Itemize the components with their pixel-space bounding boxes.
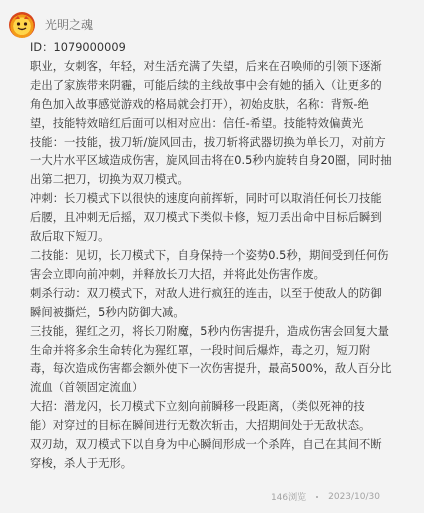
body-line: 三技能，猩红之刃，将长刀附魔，5秒内伤害提升，造成伤害会回复大量 — [30, 324, 389, 338]
body-line: 后腰，且冲刺无后摇，双刀模式下类似卡修，短刀丢出命中目标后瞬到 — [30, 211, 382, 225]
body-line: 双刃劫，双刀模式下以自身为中心瞬间形成一个杀阵，自己在其间不断 — [30, 438, 382, 452]
body-line: 一大片水平区域造成伤害，旋风回击将在0.5秒内旋转自身20圈，同时抽 — [30, 154, 392, 168]
body-line: 望，技能特效暗红后面可以相对应出：信任-希望。技能特效偏黄光 — [30, 116, 364, 130]
post-footer — [271, 490, 380, 503]
body-line: 瞬间被撕烂，5秒内防御大减。 — [30, 305, 185, 319]
separator-dot — [316, 496, 318, 498]
body-line: 冲刺：长刀模式下以很快的速度向前挥斩，同时可以取消任何长刀技能 — [30, 192, 382, 206]
username[interactable]: 光明之魂 — [45, 18, 94, 32]
post-date: 2023/10/30 — [328, 491, 380, 502]
body-line: 二技能：见切，长刀模式下，自身保持一个姿势0.5秒，期间受到任何伤 — [30, 248, 389, 262]
body-line: 技能：一技能，拔刀斩/旋风回击，拔刀斩将武器切换为单长刀，对前方 — [30, 135, 386, 149]
post-body — [30, 39, 412, 474]
body-line: 生命并将多余生命转化为猩红罩，一段时间后爆炸，毒之刃，短刀附 — [30, 343, 371, 357]
body-line: 职业，女刺客，年轻，对生活充满了失望，后来在召唤师的引领下逐渐 — [30, 59, 382, 73]
avatar-face-icon — [9, 12, 35, 38]
avatar[interactable] — [9, 12, 35, 38]
body-line: 害会立即向前冲刺，并释放长刀大招，并将此处伤害作废。 — [30, 267, 326, 281]
body-line: 能）对穿过的目标在瞬间进行无数次斩击，大招期间处于无敌状态。 — [30, 419, 371, 433]
body-line: 刺杀行动：双刀模式下，对敌人进行疯狂的连击，以至于使敌人的防御 — [30, 286, 382, 300]
body-line: 流血（首领固定流血） — [30, 381, 144, 395]
view-count: 146浏览 — [270, 493, 307, 503]
body-line: 敌后取下短刀。 — [30, 230, 110, 244]
body-line: 穿梭，杀人于无形。 — [30, 456, 133, 470]
body-line: 出第二把刀，切换为双刀模式。 — [30, 173, 189, 187]
body-line: 角色加入故事感觉游戏的格局就会打开），初始皮肤，名称：背叛-绝 — [30, 97, 369, 111]
body-line: 大招：潜龙闪，长刀模式下立刻向前瞬移一段距离，（类似死神的技 — [30, 400, 365, 414]
body-line: 毒，每次造成伤害都会额外使下一次伤害提升，最高500%，敌人百分比 — [30, 362, 392, 376]
body-line: 走出了家族带来阴霾，可能后续的主线故事中会有她的插入（让更多的 — [30, 78, 382, 92]
post-header — [9, 10, 93, 40]
id-line: ID：1079000009 — [30, 41, 126, 54]
